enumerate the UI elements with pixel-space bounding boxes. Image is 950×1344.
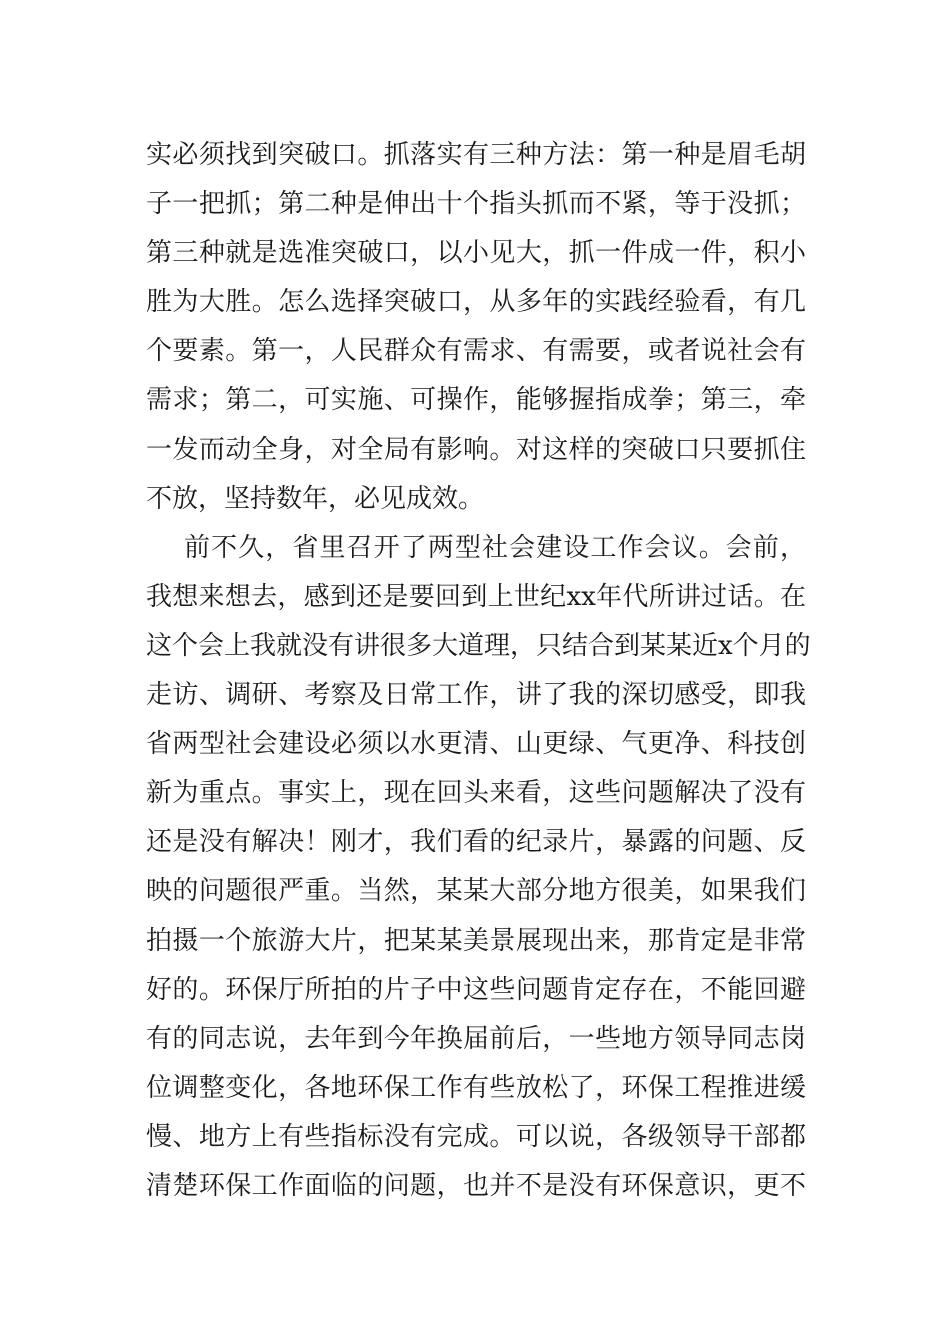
text-line: 清楚环保工作面临的问题，也并不是没有环保意识，更不	[146, 1170, 806, 1201]
text-line: 好的。环保厅所拍的片子中这些问题肯定存在，不能回避	[146, 974, 806, 1005]
text-line: 我想来想去，感到还是要回到上世纪xx年代所讲过话。在	[146, 581, 806, 612]
text-line: 拍摄一个旅游大片，把某某美景展现出来，那肯定是非常	[146, 925, 806, 956]
text-line: 需求；第二，可实施、可操作，能够握指成拳；第三，牵	[146, 385, 806, 416]
text-line: 慢、地方上有些指标没有完成。可以说，各级领导干部都	[146, 1121, 806, 1152]
text-line: 位调整变化，各地环保工作有些放松了，环保工程推进缓	[146, 1072, 806, 1103]
text-line: 前不久，省里召开了两型社会建设工作会议。会前，	[184, 532, 806, 563]
text-line: 走访、调研、考察及日常工作，讲了我的深切感受，即我	[146, 680, 806, 711]
text-line: 还是没有解决！刚才，我们看的纪录片，暴露的问题、反	[146, 827, 806, 858]
paragraph-2	[146, 524, 811, 1211]
text-line: 映的问题很严重。当然，某某大部分地方很美，如果我们	[146, 876, 806, 907]
text-line: 不放，坚持数年，必见成效。	[146, 483, 485, 514]
text-line: 一发而动全身，对全局有影响。对这样的突破口只要抓住	[146, 434, 806, 465]
text-line: 个要素。第一，人民群众有需求、有需要，或者说社会有	[146, 336, 806, 367]
text-line: 省两型社会建设必须以水更清、山更绿、气更净、科技创	[146, 729, 806, 760]
text-line: 新为重点。事实上，现在回头来看，这些问题解决了没有	[146, 778, 806, 809]
text-line: 子一把抓；第二种是伸出十个指头抓而不紧，等于没抓；	[146, 189, 806, 220]
body-text	[146, 131, 811, 1211]
text-line: 有的同志说，去年到今年换届前后，一些地方领导同志岗	[146, 1023, 806, 1054]
text-line: 第三种就是选准突破口，以小见大，抓一件成一件，积小	[146, 238, 806, 269]
text-line: 实必须找到突破口。抓落实有三种方法：第一种是眉毛胡	[146, 140, 806, 170]
text-line: 这个会上我就没有讲很多大道理，只结合到某某近x个月的	[146, 630, 811, 661]
paragraph-1	[146, 131, 806, 524]
text-line: 胜为大胜。怎么选择突破口，从多年的实践经验看，有几	[146, 287, 806, 318]
